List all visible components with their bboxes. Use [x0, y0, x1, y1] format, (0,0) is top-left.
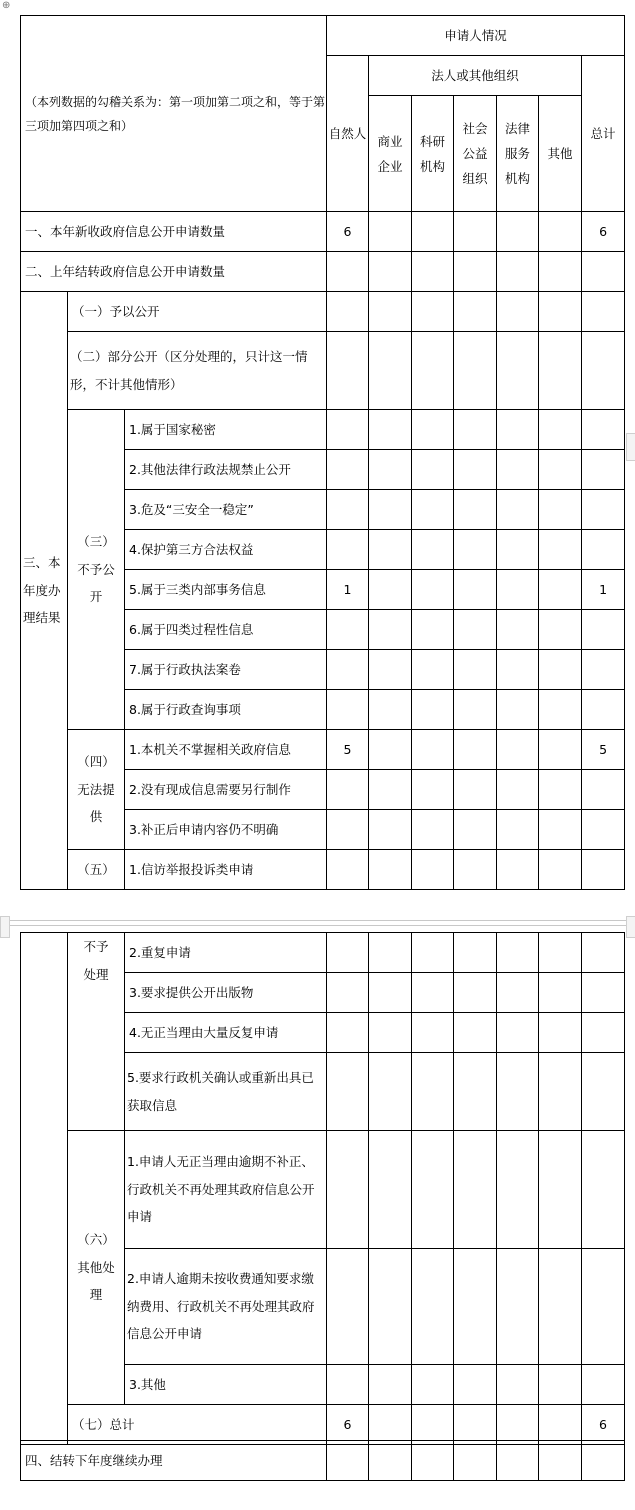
- page-break-line-2: [0, 925, 635, 926]
- header-legal-group: 法人或其他组织: [369, 56, 582, 96]
- cell-not-held-natural: 5: [327, 730, 369, 770]
- page-break-line: [0, 920, 635, 921]
- item-unable-1: 1.本机关不掌握相关政府信息: [125, 730, 327, 770]
- item-not-processed-1: 1.信访举报投诉类申请: [125, 850, 327, 890]
- header-note: （本列数据的勾稽关系为：第一项加第二项之和，等于第三项加第四项之和）: [21, 16, 327, 212]
- item-not-disclosed-5: 5.属于三类内部事务信息: [125, 570, 327, 610]
- data-table-part2: [20, 932, 625, 1445]
- item-not-disclosed-4: 4.保护第三方合法权益: [125, 530, 327, 570]
- cell-not-held-total: 5: [582, 730, 625, 770]
- section-results-label: 三、本年度办理结果: [21, 292, 68, 890]
- header-other: 其他: [539, 96, 582, 212]
- cell-subtotal-total: 6: [582, 1405, 625, 1445]
- group-not-processed-label-top: （五）: [68, 850, 125, 890]
- item-unable-3: 3.补正后申请内容仍不明确: [125, 810, 327, 850]
- item-other-processing-2: 2.申请人逾期未按收费通知要求缴纳费用、行政机关不再处理其政府信息公开申请: [125, 1249, 327, 1365]
- item-other-processing-3: 3.其他: [125, 1365, 327, 1405]
- header-commercial: 商业企业: [369, 96, 412, 212]
- group-not-disclosed-label: （三）不予公开: [68, 410, 125, 730]
- row-carry-forward-label: 四、结转下年度继续办理: [21, 1441, 327, 1481]
- item-not-disclosed-3: 3.危及“三安全一稳定”: [125, 490, 327, 530]
- cell-internal-affairs-natural: 1: [327, 570, 369, 610]
- item-other-processing-1: 1.申请人无正当理由逾期不补正、行政机关不再处理其政府信息公开申请: [125, 1131, 327, 1249]
- row-partial-disclosure-label: （二）部分公开（区分处理的，只计这一情形，不计其他情形）: [68, 332, 327, 410]
- header-natural-person: 自然人: [327, 56, 369, 212]
- cell-subtotal-natural: 6: [327, 1405, 369, 1445]
- cell-internal-affairs-total: 1: [582, 570, 625, 610]
- header-applicant: 申请人情况: [327, 16, 625, 56]
- row-carried-over-label: 二、上年结转政府信息公开申请数量: [21, 252, 327, 292]
- group-unable-provide-label: （四）无法提供: [68, 730, 125, 850]
- row-disclosed-label: （一）予以公开: [68, 292, 327, 332]
- item-not-disclosed-7: 7.属于行政执法案卷: [125, 650, 327, 690]
- item-not-processed-2: 2.重复申请: [125, 933, 327, 973]
- right-page-edge-icon: [626, 916, 635, 938]
- table-move-handle-icon[interactable]: ⊕: [2, 0, 11, 11]
- item-unable-2: 2.没有现成信息需要另行制作: [125, 770, 327, 810]
- item-not-disclosed-8: 8.属于行政查询事项: [125, 690, 327, 730]
- data-table-part2-footer: [20, 1440, 625, 1481]
- cell-new-natural: 6: [327, 212, 369, 252]
- item-not-processed-4: 4.无正当理由大量反复申请: [125, 1013, 327, 1053]
- group-not-processed-label-rest: 不予处理: [68, 933, 125, 1131]
- header-social: 社会公益组织: [454, 96, 497, 212]
- header-total: 总计: [582, 56, 625, 212]
- header-legal-service: 法律服务机构: [497, 96, 539, 212]
- item-not-processed-5: 5.要求行政机关确认或重新出具已获取信息: [125, 1053, 327, 1131]
- cell-new-total: 6: [582, 212, 625, 252]
- row-new-applications-label: 一、本年新收政府信息公开申请数量: [21, 212, 327, 252]
- item-not-disclosed-2: 2.其他法律行政法规禁止公开: [125, 450, 327, 490]
- data-table-part1: [20, 15, 625, 890]
- section-results-continued: [21, 933, 68, 1445]
- group-other-processing-label: （六）其他处理: [68, 1131, 125, 1405]
- row-subtotal-label: （七）总计: [68, 1405, 327, 1445]
- left-page-edge-icon: [0, 916, 10, 938]
- item-not-processed-3: 3.要求提供公开出版物: [125, 973, 327, 1013]
- item-not-disclosed-1: 1.属于国家秘密: [125, 410, 327, 450]
- header-research: 科研机构: [412, 96, 454, 212]
- item-not-disclosed-6: 6.属于四类过程性信息: [125, 610, 327, 650]
- right-scroll-handle-icon[interactable]: [626, 433, 635, 461]
